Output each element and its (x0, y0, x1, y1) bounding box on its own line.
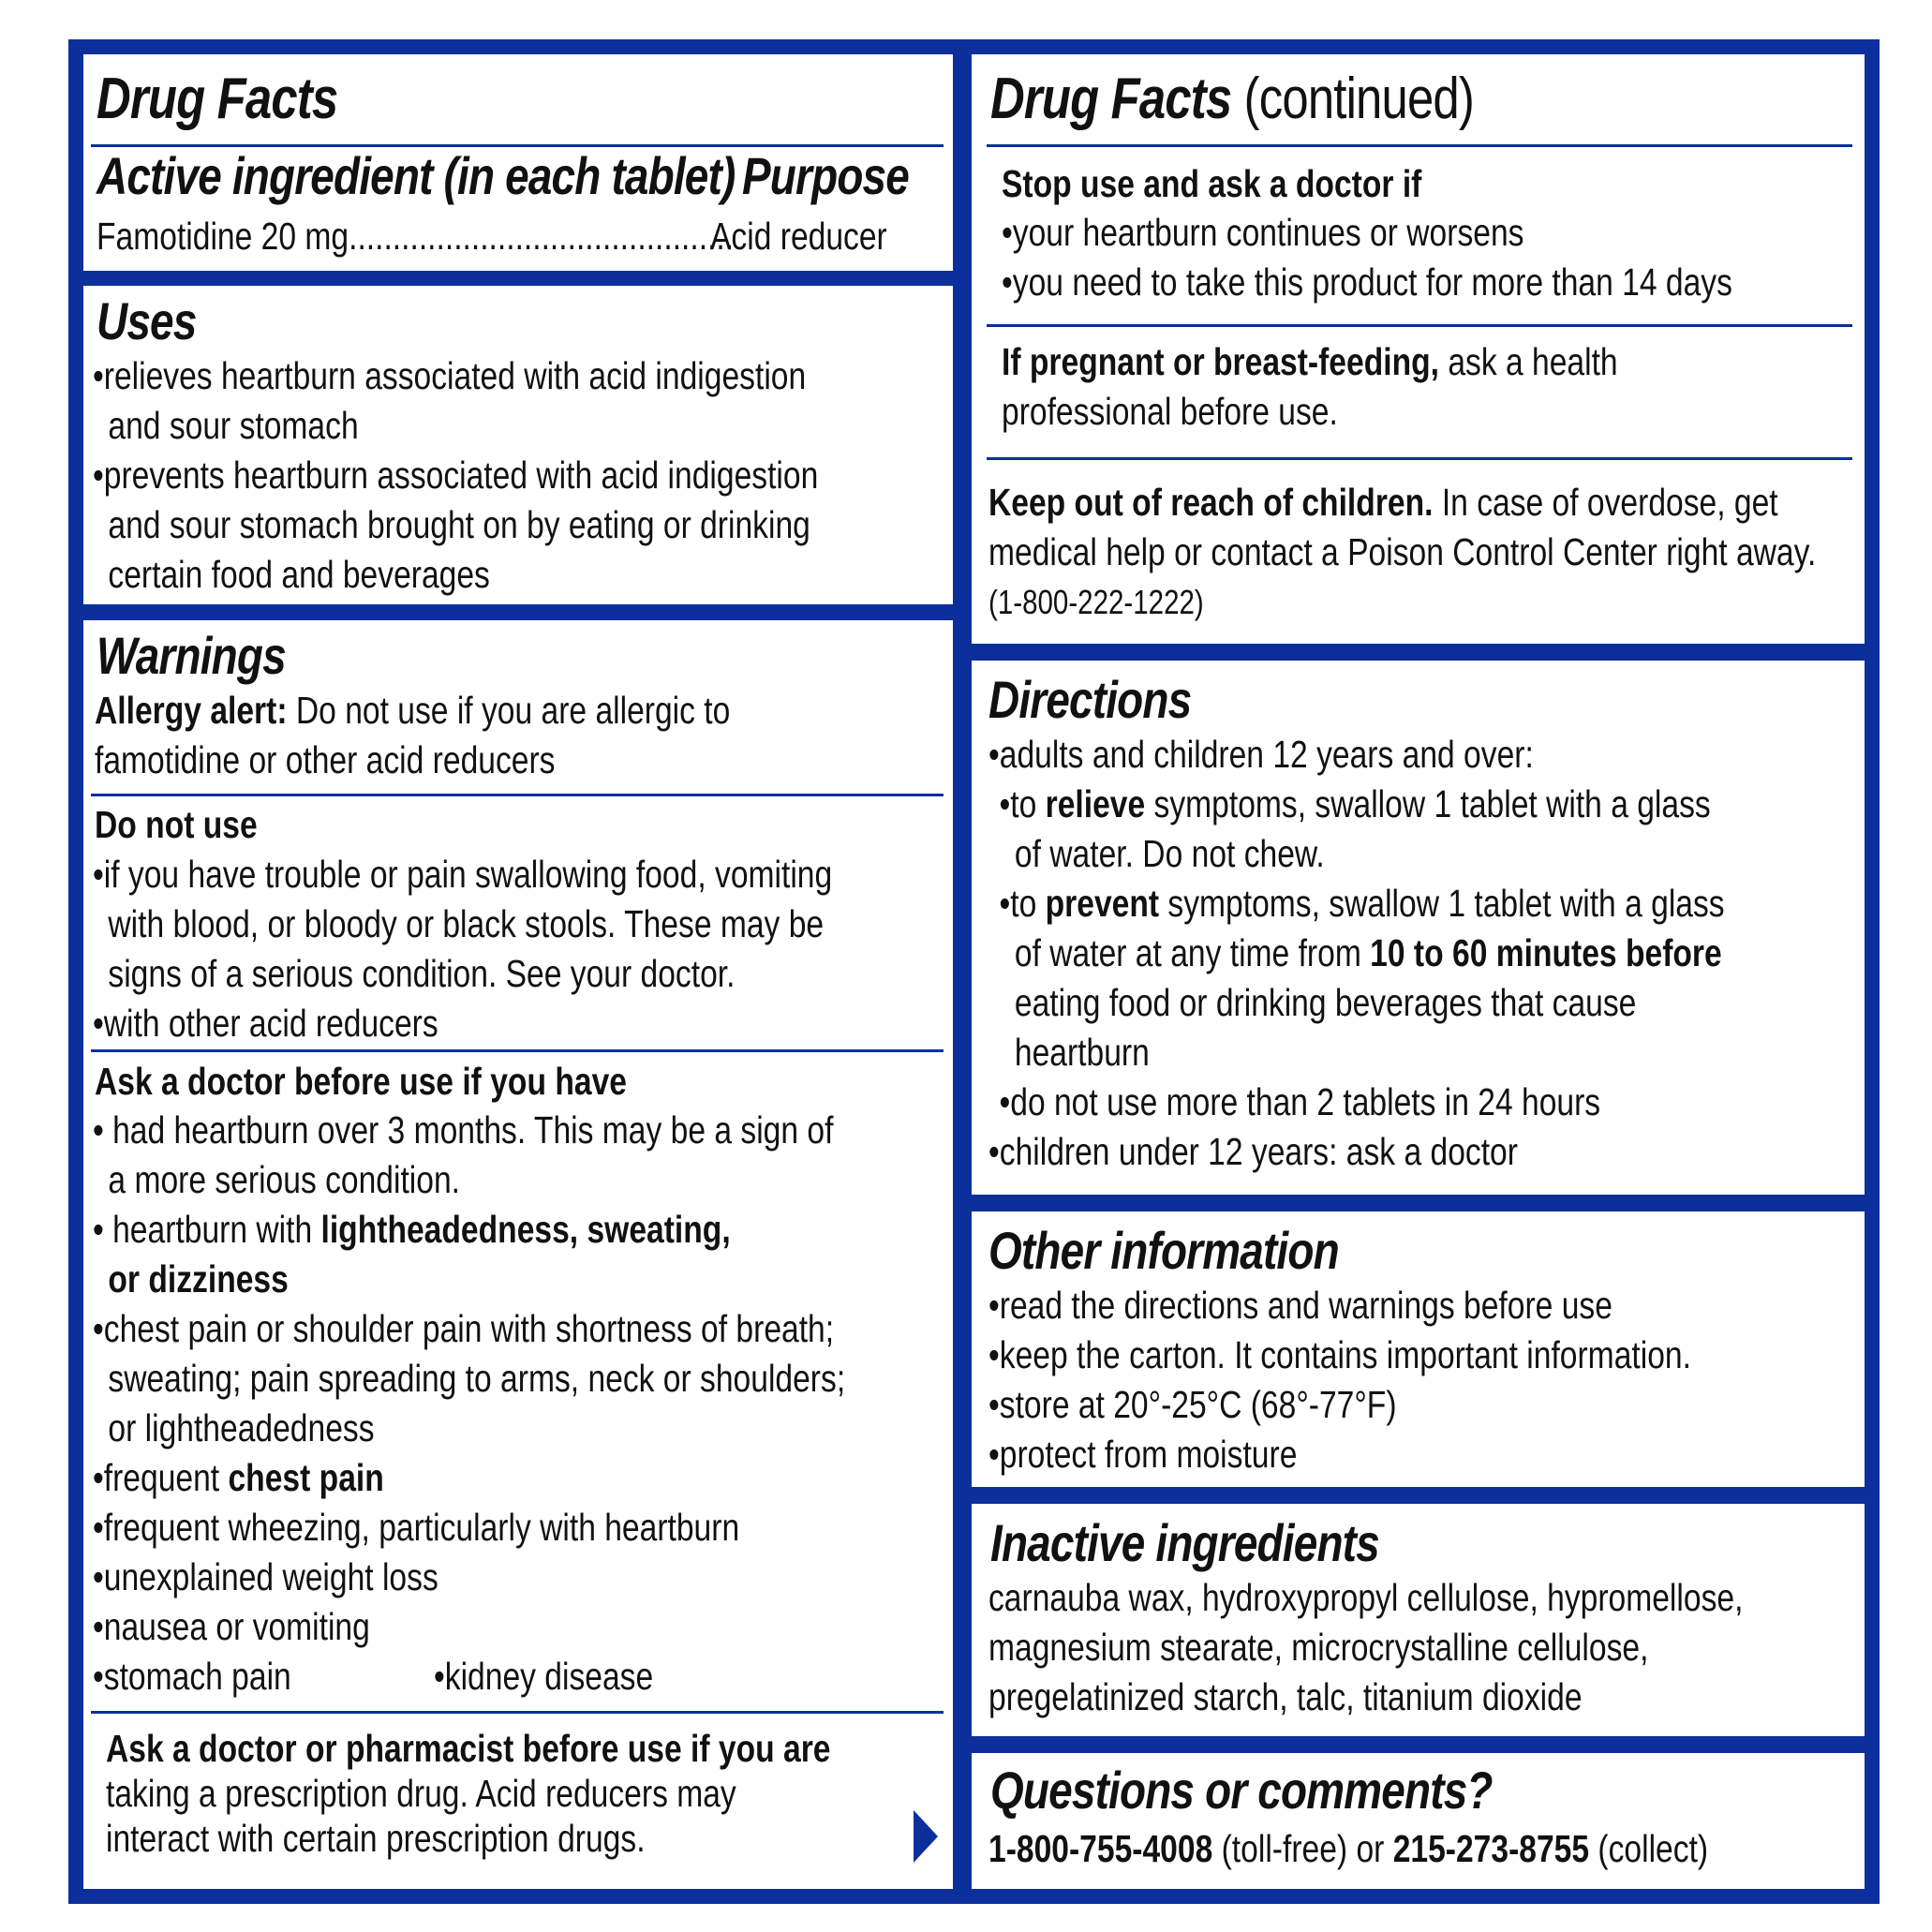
other-info-title: Other information (988, 1221, 1339, 1280)
list-item: • had heartburn over 3 months. This may be a sign of (93, 1108, 834, 1152)
allergy-label: Allergy alert: (95, 689, 288, 732)
item-text: •to (999, 882, 1046, 925)
ingredient-line: magnesium stearate, microcrystalline cellulose, (988, 1626, 1649, 1669)
item-bold: relieve (1045, 782, 1146, 825)
list-item: •nausea or vomiting (93, 1605, 370, 1648)
active-ingredient-heading: Active ingredient (in each tablet) (97, 146, 736, 205)
list-item: •if you have trouble or pain swallowing food, vomiting (93, 853, 833, 896)
inactive-list (988, 1573, 1865, 1722)
list-item (988, 879, 1725, 929)
item-text: •frequent (93, 1456, 229, 1499)
drug-facts-continued-title (990, 62, 1474, 137)
directions-list (988, 730, 1865, 1177)
list-item: •chest pain or shoulder pain with shortness of breath; (93, 1307, 835, 1350)
uses-title: Uses (97, 291, 197, 350)
inactive-panel (972, 1504, 1865, 1736)
list-item: with blood, or bloody or black stools. These may be (108, 902, 825, 945)
list-item: of water. Do not chew. (1014, 832, 1325, 875)
directions-title: Directions (988, 670, 1192, 729)
phone-collect[interactable]: 215-273-8755 (1392, 1827, 1590, 1870)
list-item: and sour stomach (108, 404, 359, 447)
directions-panel (972, 661, 1865, 1195)
list-item: •keep the carton. It contains important information. (988, 1333, 1691, 1376)
questions-phones (988, 1824, 1708, 1874)
divider (987, 324, 1852, 327)
keep-bold: Keep out of reach of children. (988, 481, 1434, 524)
inactive-title: Inactive ingredients (990, 1513, 1379, 1572)
item-bold: chest pain (228, 1456, 384, 1499)
keep-text: In case of overdose, get (1433, 481, 1778, 524)
questions-panel (972, 1753, 1865, 1889)
list-row (93, 1652, 953, 1702)
list-item: •prevents heartburn associated with acid indigestion (93, 453, 819, 497)
keep-line2: medical help or contact a Poison Control Center right away. (988, 530, 1817, 573)
item-text: • heartburn with (93, 1208, 321, 1251)
phone-end: (collect) (1589, 1827, 1709, 1870)
stop-use-heading: Stop use and ask a doctor if (1002, 162, 1422, 205)
continue-arrow-icon (914, 1810, 938, 1863)
divider (91, 1049, 944, 1052)
list-item: •do not use more than 2 tablets in 24 hours (999, 1080, 1601, 1123)
ingredient-name: Famotidine 20 mg (97, 215, 349, 258)
allergy-text: Do not use if you are allergic to (287, 689, 731, 732)
list-item: •kidney disease (434, 1655, 654, 1698)
list-item: sweating; pain spreading to arms, neck or shoulders; (108, 1357, 846, 1400)
list-item: and sour stomach brought on by eating or drinking (108, 503, 810, 546)
active-ingredient-line (97, 212, 734, 261)
list-item: or lightheadedness (108, 1406, 375, 1449)
pharm-line: interact with certain prescription drugs. (106, 1817, 646, 1860)
item-bold: prevent (1045, 882, 1160, 925)
list-item: certain food and beverages (108, 553, 490, 596)
item-text: of water at any time from (1014, 931, 1371, 974)
keep-out-line (988, 478, 1778, 528)
uses-list (93, 351, 953, 600)
list-item: eating food or drinking beverages that cause (1014, 981, 1637, 1024)
pregnant-line2: professional before use. (1002, 390, 1338, 433)
phone-mid: (toll-free) or (1212, 1827, 1393, 1870)
other-info-panel (972, 1211, 1865, 1487)
list-item (988, 929, 1725, 978)
divider (987, 457, 1852, 460)
list-item: •your heartburn continues or worsens (1002, 211, 1524, 254)
drug-facts-title: Drug Facts (97, 67, 338, 131)
pregnant-text: ask a health (1438, 340, 1618, 383)
list-item: •frequent wheezing, particularly with heartburn (93, 1506, 740, 1549)
phone-tollfree[interactable]: 1-800-755-4008 (988, 1827, 1213, 1870)
ask-pharmacist-heading: Ask a doctor or pharmacist before use if you are (106, 1727, 831, 1770)
list-item: •read the directions and warnings before use (988, 1284, 1612, 1327)
list-item: •with other acid reducers (93, 1002, 438, 1045)
left-header-panel (83, 54, 953, 271)
item-bold: lightheadedness, sweating, (320, 1208, 731, 1251)
pregnant-line (1002, 337, 1618, 387)
divider (987, 144, 1852, 147)
divider (91, 1711, 944, 1714)
questions-title: Questions or comments? (990, 1761, 1493, 1820)
continued: (continued) (1231, 67, 1474, 131)
divider (91, 794, 944, 796)
other-info-list (988, 1281, 1846, 1479)
purpose-heading: Purpose (742, 146, 909, 205)
pharm-line: taking a prescription drug. Acid reducers may (106, 1772, 736, 1815)
allergy-line2: famotidine or other acid reducers (95, 738, 556, 781)
allergy-alert (95, 686, 730, 736)
warnings-panel (83, 620, 953, 1889)
ingredient-line: carnauba wax, hydroxypropyl cellulose, hypromellose, (988, 1576, 1744, 1619)
list-item (988, 780, 1725, 829)
list-item: •stomach pain (93, 1655, 291, 1698)
leader-dots: ............................................ (349, 215, 735, 258)
list-item: heartburn (1014, 1031, 1150, 1074)
uses-panel (83, 286, 953, 604)
purpose-value: Acid reducer (710, 215, 887, 258)
list-item: a more serious condition. (108, 1158, 461, 1201)
list-item: •protect from moisture (988, 1433, 1298, 1476)
keep-line3: (1-800-222-1222) (988, 583, 1204, 621)
list-item (93, 1205, 845, 1255)
list-item: •store at 20°-25°C (68°-77°F) (988, 1383, 1397, 1426)
pregnant-bold: If pregnant or breast-feeding, (1002, 340, 1439, 383)
item-text: symptoms, swallow 1 tablet with a glass (1145, 782, 1711, 825)
do-not-use-heading: Do not use (95, 803, 258, 846)
list-item: •relieves heartburn associated with acid indigestion (93, 354, 807, 397)
list-item: or dizziness (108, 1257, 289, 1300)
warnings-title: Warnings (97, 626, 286, 685)
list-item (93, 1453, 845, 1503)
item-bold: 10 to 60 minutes before (1370, 931, 1722, 974)
list-item: •children under 12 years: ask a doctor (988, 1130, 1518, 1173)
item-text: symptoms, swallow 1 tablet with a glass (1159, 882, 1725, 925)
ask-doctor-list (93, 1106, 953, 1702)
list-item: •adults and children 12 years and over: (988, 733, 1534, 776)
list-item: •you need to take this product for more than 14 days (1002, 260, 1732, 304)
ask-doctor-heading: Ask a doctor before use if you have (95, 1060, 627, 1103)
right-top-panel (972, 54, 1865, 644)
title: Drug Facts (990, 67, 1232, 131)
ingredient-line: pregelatinized starch, talc, titanium dioxide (988, 1675, 1583, 1718)
do-not-use-list (93, 850, 953, 1048)
list-item: •unexplained weight loss (93, 1555, 438, 1598)
item-text: •to (999, 782, 1046, 825)
list-item: signs of a serious condition. See your doctor. (108, 952, 736, 995)
